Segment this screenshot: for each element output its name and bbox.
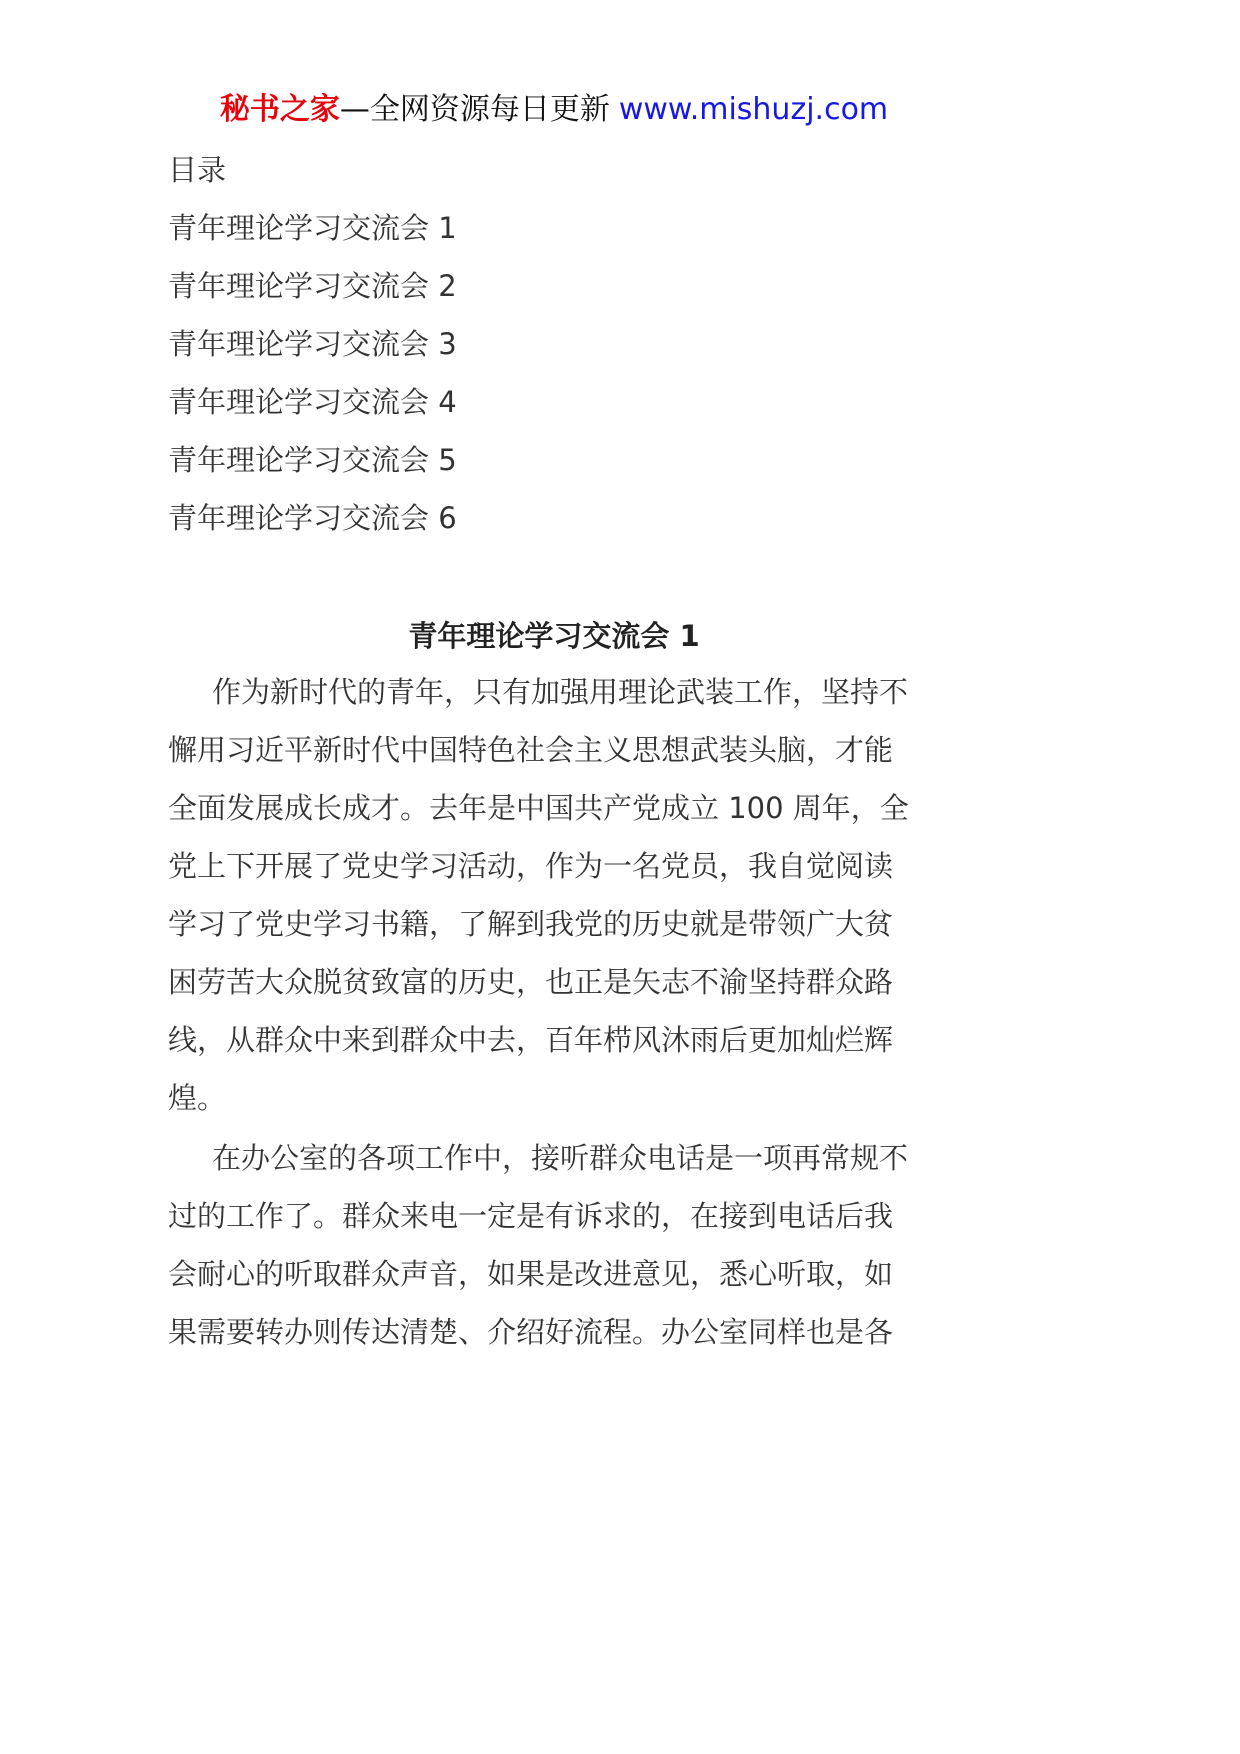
paragraph-line: 党上下开展了党史学习活动，作为一名党员，我自觉阅读 xyxy=(168,849,894,883)
paragraph-line: 线，从群众中来到群众中去，百年栉风沐雨后更加灿烂辉 xyxy=(168,1023,894,1057)
paragraph xyxy=(168,1129,940,1361)
paragraph xyxy=(168,663,940,1127)
paragraph-line: 全面发展成长成才。去年是中国共产党成立 100 周年，全 xyxy=(168,791,909,825)
paragraph-line: 果需要转办则传达清楚、介绍好流程。办公室同样也是各 xyxy=(168,1315,894,1349)
toc-item: 青年理论学习交流会 5 xyxy=(168,443,457,477)
site-url-link[interactable]: www.mishuzj.com xyxy=(618,92,889,127)
content-column xyxy=(168,81,940,1361)
paragraph-line: 学习了党史学习书籍，了解到我党的历史就是带领广大贫 xyxy=(168,907,894,941)
paragraph-line: 懈用习近平新时代中国特色社会主义思想武装头脑，才能 xyxy=(168,733,894,767)
site-header xyxy=(168,81,940,139)
paragraph-line: 过的工作了。群众来电一定是有诉求的，在接到电话后我 xyxy=(168,1199,894,1233)
toc-title: 目录 xyxy=(168,153,227,187)
paragraph-line: 会耐心的听取群众声音，如果是改进意见，悉心听取，如 xyxy=(168,1257,894,1291)
toc-item: 青年理论学习交流会 1 xyxy=(168,211,457,245)
section-heading: 青年理论学习交流会 1 xyxy=(408,619,700,653)
site-tagline: —全网资源每日更新 xyxy=(339,92,610,127)
site-brand: 秘书之家 xyxy=(219,92,340,127)
toc-item: 青年理论学习交流会 6 xyxy=(168,501,457,535)
toc-list xyxy=(168,199,940,547)
paragraph-line: 困劳苦大众脱贫致富的历史，也正是矢志不渝坚持群众路 xyxy=(168,965,894,999)
toc-item: 青年理论学习交流会 2 xyxy=(168,269,457,303)
paragraph-line: 在办公室的各项工作中，接听群众电话是一项再常规不 xyxy=(212,1141,909,1175)
toc-item: 青年理论学习交流会 3 xyxy=(168,327,457,361)
paragraph-line: 煌。 xyxy=(168,1081,227,1115)
paragraph-line: 作为新时代的青年，只有加强用理论武装工作，坚持不 xyxy=(212,675,909,709)
toc-item: 青年理论学习交流会 4 xyxy=(168,385,457,419)
